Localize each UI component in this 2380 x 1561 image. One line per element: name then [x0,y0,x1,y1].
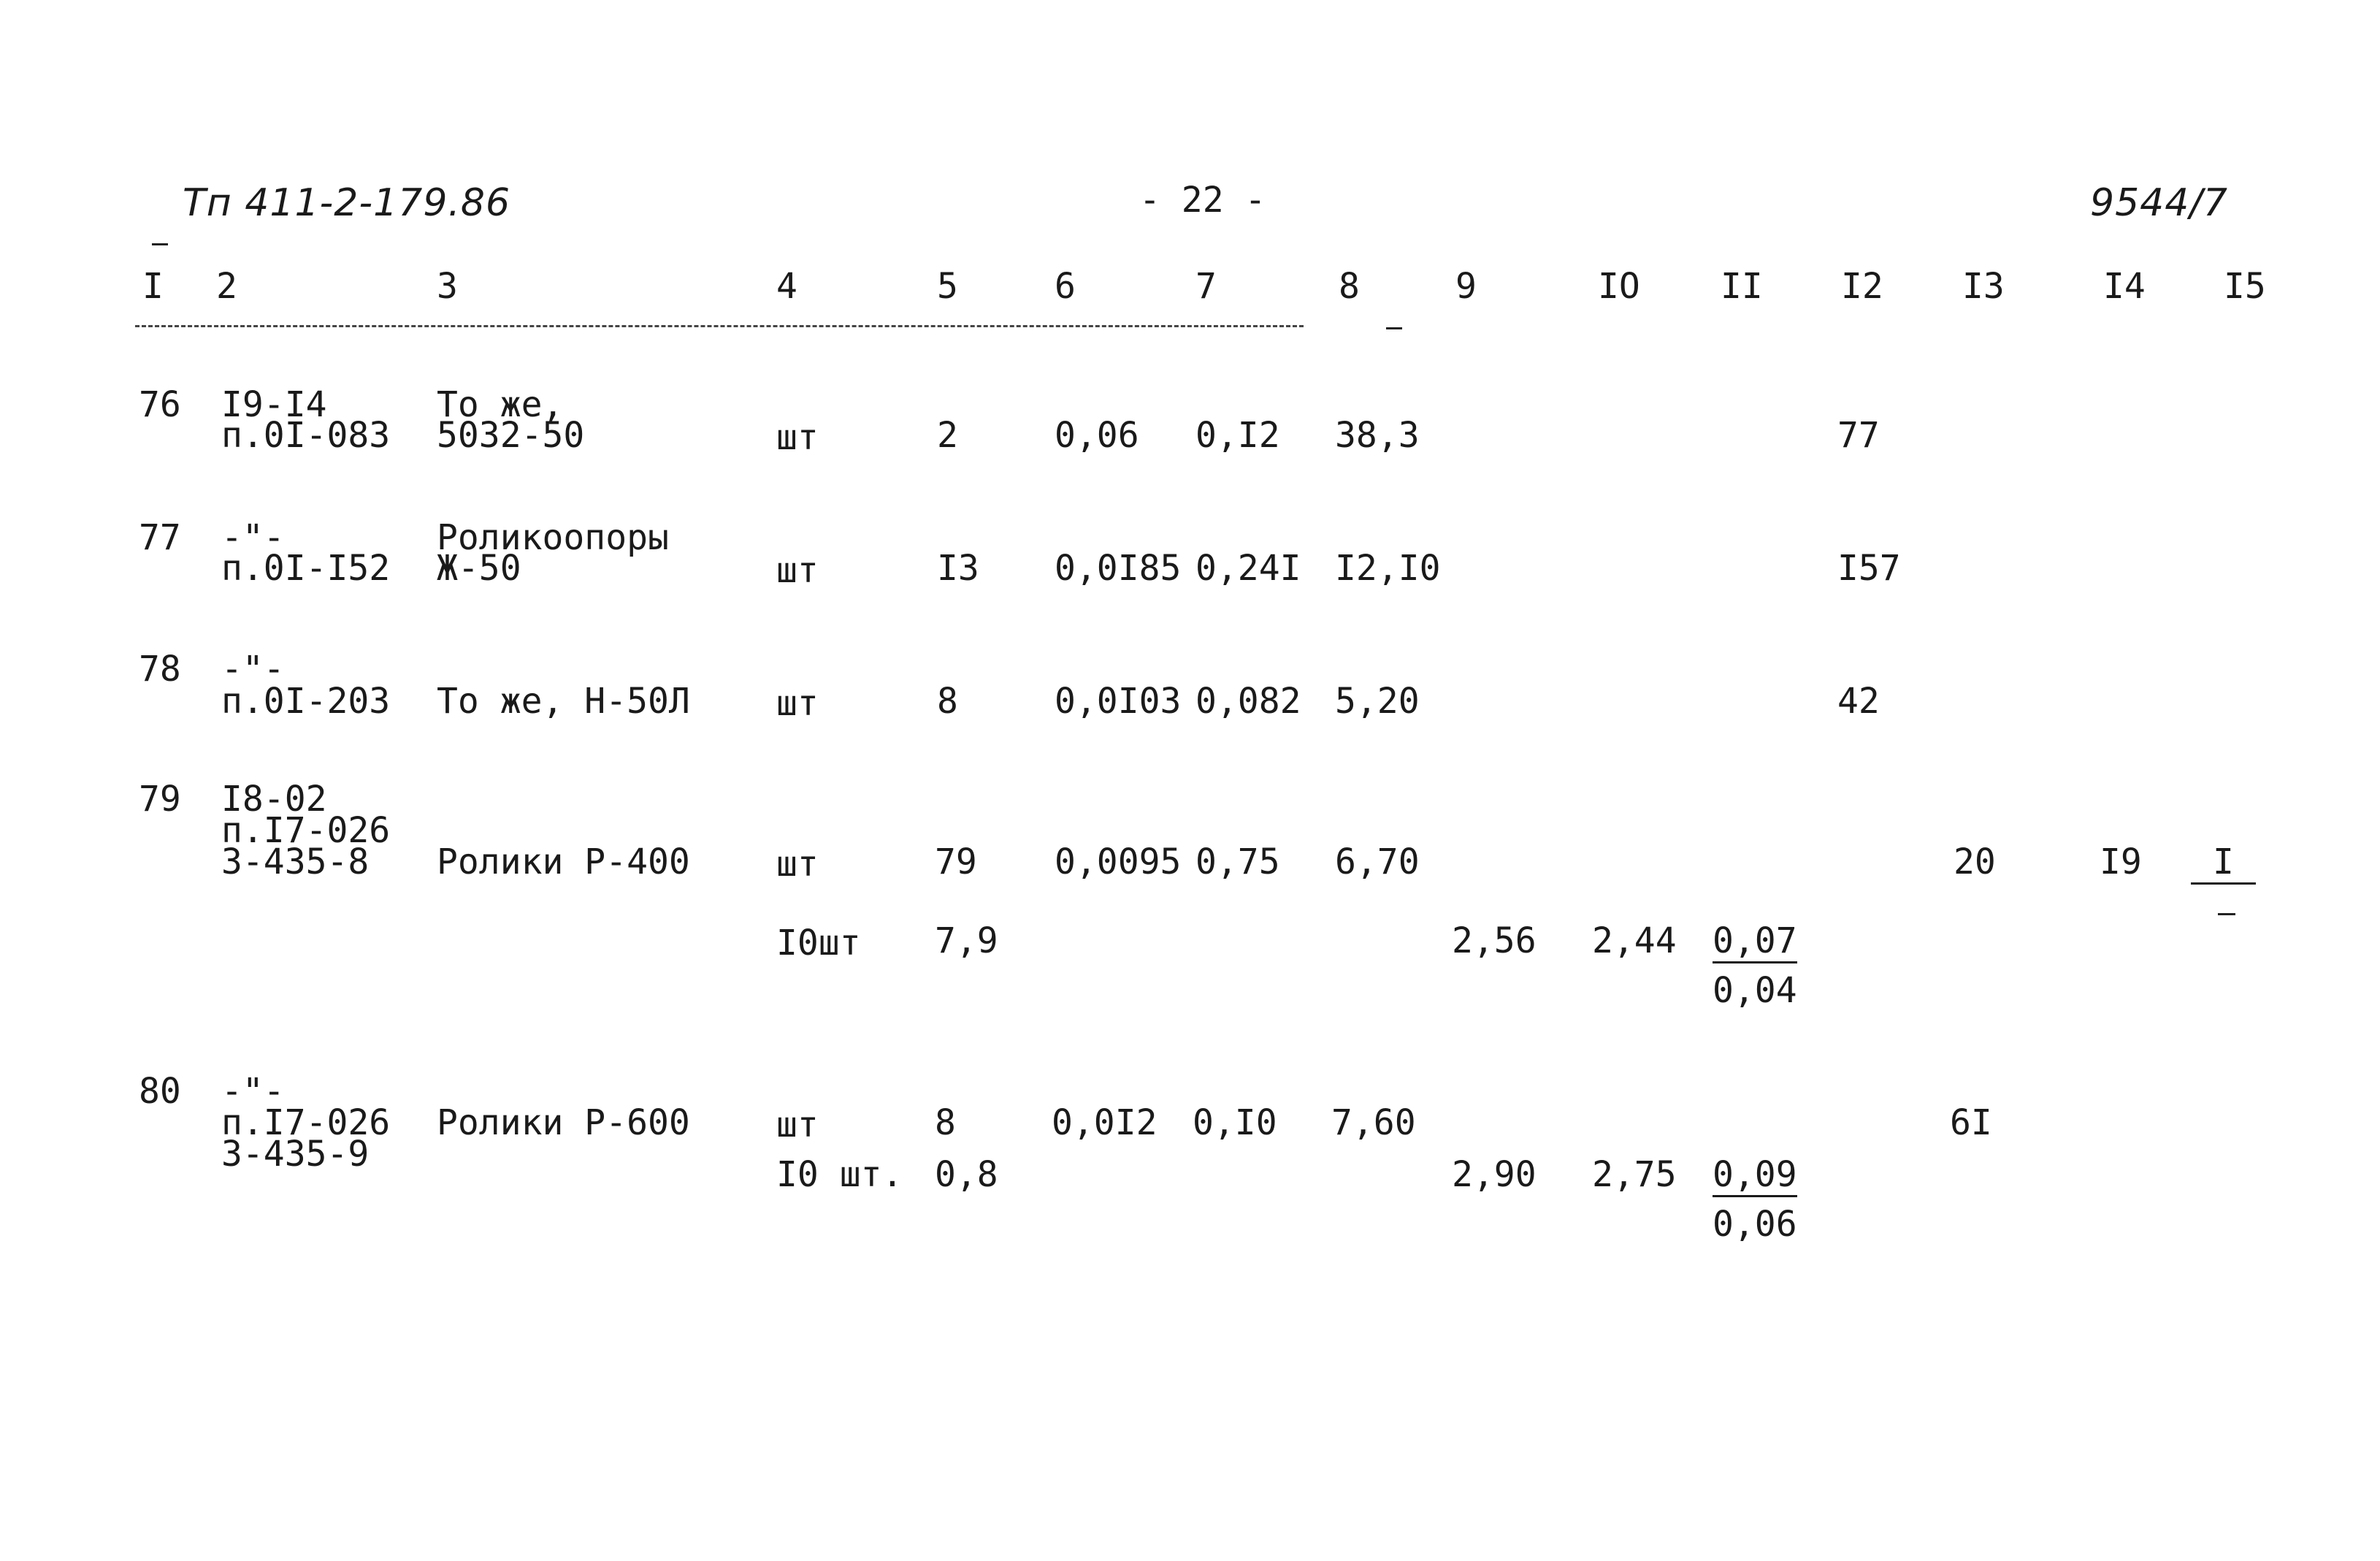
row-col12: I57 [1837,548,1901,589]
row-col6: 0,0I85 [1055,548,1182,589]
row-col7: 0,I0 [1193,1102,1277,1143]
row-sub-col9: 2,56 [1452,920,1537,961]
row-name: 5032-50 [437,415,585,456]
row-col13: 6I [1950,1102,1992,1143]
header-rule-tail [1386,327,1402,329]
row-col8: 7,60 [1331,1102,1416,1143]
row-name: То же, [437,384,564,425]
row-col14: I9 [2100,841,2142,882]
row-name: То же, Н-50Л [437,681,690,722]
row-col7: 0,75 [1195,841,1280,882]
row-col12: 77 [1837,415,1880,456]
row-name: Ролики Р-400 [437,841,690,882]
row-col6: 0,0095 [1055,841,1182,882]
col-header-3: 3 [437,266,458,307]
row-col13: 20 [1954,841,1996,882]
row-name: Роликоопоры [437,517,669,558]
row-ref: -"- [221,1071,285,1112]
row-col8: I2,I0 [1335,548,1441,589]
row-sub-unit: I0шт [776,923,861,963]
row-unit: шт [776,1104,819,1145]
row-col12: 42 [1837,681,1880,722]
row-ref: 3-435-9 [221,1134,370,1175]
row-sub-col11-bottom: 0,06 [1713,1204,1797,1245]
row-col8: 6,70 [1335,841,1420,882]
row-number: 77 [139,517,181,558]
row-sub-col9: 2,90 [1452,1154,1537,1195]
row-unit: шт [776,844,819,885]
row-col6: 0,0I03 [1055,681,1182,722]
row-qty: 2 [937,415,958,456]
col-header-4: 4 [776,266,797,307]
row-name: Ж-50 [437,548,521,589]
col-header-14: I4 [2103,266,2146,307]
col-header-10: IO [1598,266,1640,307]
row-number: 78 [139,649,181,690]
row-col7: 0,24I [1195,548,1301,589]
row-number: 76 [139,384,181,425]
col-header-9: 9 [1455,266,1477,307]
document-number: Тп 411-2-179.86 [183,181,511,225]
col-header-6: 6 [1055,266,1076,307]
col-header-11: II [1721,266,1763,307]
col-header-15: I5 [2224,266,2266,307]
row-qty: 79 [935,841,977,882]
col-header-8: 8 [1339,266,1360,307]
row-ref: п.0I-203 [221,681,391,722]
header-dash [152,243,168,245]
sheet-mark: 9544/7 [2090,181,2228,225]
page-number: - 22 - [1139,180,1266,221]
row-col7: 0,082 [1195,681,1301,722]
row-ref: I8-02 [221,779,327,820]
row-qty: 8 [937,681,958,722]
header-rule [135,325,1304,327]
row-unit: шт [776,683,819,724]
row-col15-dash [2218,913,2235,915]
row-ref: п.0I-083 [221,415,391,456]
col-header-2: 2 [216,266,237,307]
row-col8: 5,20 [1335,681,1420,722]
row-sub-col10: 2,44 [1592,920,1677,961]
row-col6: 0,0I2 [1052,1102,1158,1143]
row-ref: 3-435-8 [221,841,370,882]
row-number: 80 [139,1071,181,1112]
col-header-5: 5 [937,266,958,307]
row-sub-qty: 0,8 [935,1154,998,1195]
row-col8: 38,3 [1335,415,1420,456]
row-number: 79 [139,779,181,820]
row-col15: I [2191,844,2256,885]
row-unit: шт [776,417,819,458]
row-ref: I9-I4 [221,384,327,425]
row-ref: -"- [221,517,285,558]
row-sub-col11-top: 0,07 [1713,923,1797,963]
col-header-1: I [142,266,164,307]
row-col7: 0,I2 [1195,415,1280,456]
row-ref: -"- [221,649,285,690]
row-qty: 8 [935,1102,956,1143]
row-sub-col10: 2,75 [1592,1154,1677,1195]
row-ref: п.0I-I52 [221,548,391,589]
row-qty: I3 [937,548,979,589]
row-ref: п.I7-026 [221,810,391,851]
row-ref: п.I7-026 [221,1102,391,1143]
row-name: Ролики Р-600 [437,1102,690,1143]
row-col6: 0,06 [1055,415,1139,456]
col-header-7: 7 [1195,266,1217,307]
row-sub-unit: I0 шт. [776,1154,903,1195]
col-header-12: I2 [1841,266,1883,307]
col-header-13: I3 [1962,266,2005,307]
row-unit: шт [776,550,819,591]
row-sub-col11-top: 0,09 [1713,1157,1797,1197]
row-sub-col11-bottom: 0,04 [1713,970,1797,1011]
row-sub-qty: 7,9 [935,920,998,961]
